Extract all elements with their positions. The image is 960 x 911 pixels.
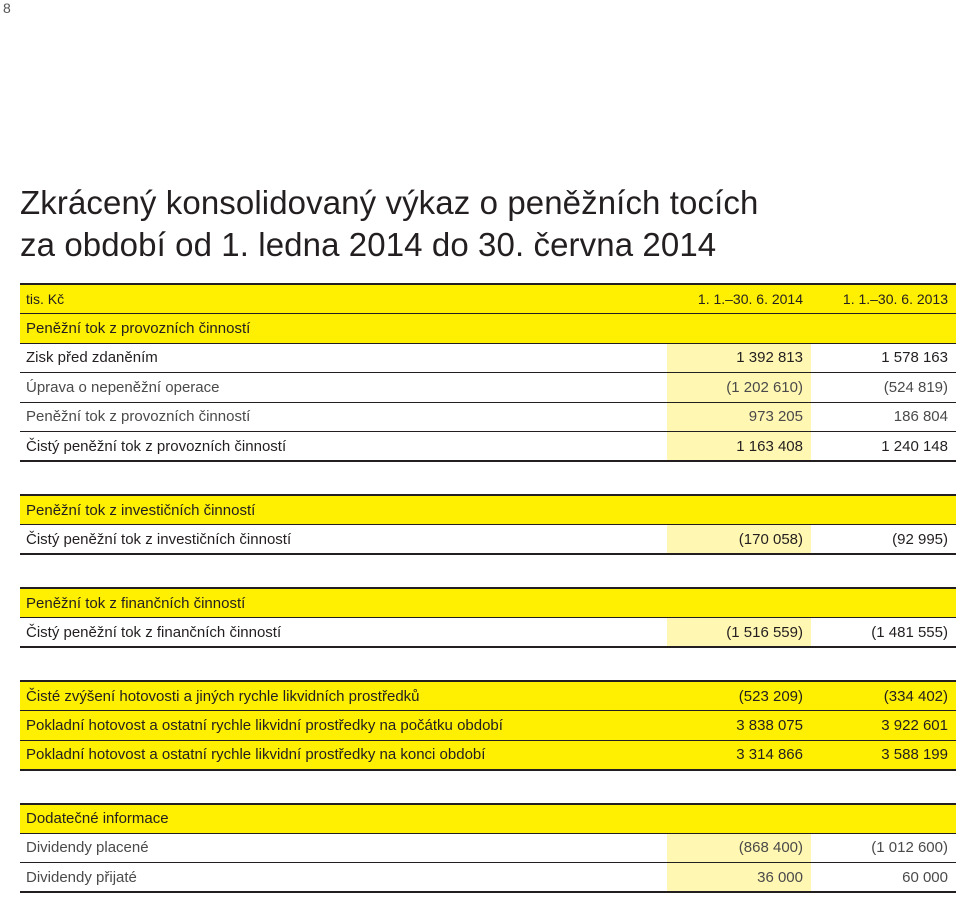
section-heading-row <box>20 588 956 618</box>
section-heading-row <box>20 804 956 834</box>
value-2013: (92 995) <box>811 525 956 555</box>
value-2013: 3 588 199 <box>811 740 956 770</box>
value-2014: (1 202 610) <box>667 373 811 403</box>
section-heading-row <box>20 314 956 344</box>
value-2014: 1 392 813 <box>667 343 811 373</box>
value-2013: (524 819) <box>811 373 956 403</box>
period-2014-header: 1. 1.–30. 6. 2014 <box>667 284 811 314</box>
value-2013: 186 804 <box>811 402 956 432</box>
financing-heading: Peněžní tok z finančních činností <box>20 588 667 618</box>
section-heading-row <box>20 495 956 525</box>
value-2014: (523 209) <box>667 681 811 711</box>
row-label: Zisk před zdaněním <box>20 343 667 373</box>
table-row <box>20 681 956 711</box>
row-label: Dividendy placené <box>20 833 667 863</box>
table-row <box>20 740 956 770</box>
page-title <box>20 182 758 266</box>
table-row <box>20 711 956 741</box>
additional-heading: Dodatečné informace <box>20 804 667 834</box>
row-label: Úprava o nepeněžní operace <box>20 373 667 403</box>
table-row <box>20 833 956 863</box>
period-2013-header: 1. 1.–30. 6. 2013 <box>811 284 956 314</box>
investing-heading: Peněžní tok z investičních činností <box>20 495 667 525</box>
row-label: Pokladní hotovost a ostatní rychle likvidní prostředky na konci období <box>20 740 667 770</box>
value-2013: (334 402) <box>811 681 956 711</box>
operating-heading: Peněžní tok z provozních činností <box>20 314 667 344</box>
table-row <box>20 402 956 432</box>
title-line-1: Zkrácený konsolidovaný výkaz o peněžních tocích <box>20 184 759 221</box>
total-row <box>20 525 956 555</box>
row-label: Dividendy přijaté <box>20 863 667 893</box>
value-2014: 973 205 <box>667 402 811 432</box>
table-row <box>20 343 956 373</box>
row-label: Pokladní hotovost a ostatní rychle likvidní prostředky na počátku období <box>20 711 667 741</box>
value-2013: 60 000 <box>811 863 956 893</box>
total-row <box>20 432 956 462</box>
value-2014: 1 163 408 <box>667 432 811 462</box>
value-2013: 3 922 601 <box>811 711 956 741</box>
cash-flow-table <box>20 283 956 893</box>
total-row <box>20 618 956 648</box>
table-row <box>20 373 956 403</box>
row-label: Čisté zvýšení hotovosti a jiných rychle likvidních prostředků <box>20 681 667 711</box>
table-header-row <box>20 284 956 314</box>
value-2013: 1 240 148 <box>811 432 956 462</box>
value-2013: (1 481 555) <box>811 618 956 648</box>
row-label: Peněžní tok z provozních činností <box>20 402 667 432</box>
page-number: 8 <box>3 0 11 16</box>
value-2014: (868 400) <box>667 833 811 863</box>
value-2014: 3 838 075 <box>667 711 811 741</box>
unit-label: tis. Kč <box>20 284 667 314</box>
value-2013: (1 012 600) <box>811 833 956 863</box>
row-label: Čistý peněžní tok z finančních činností <box>20 618 667 648</box>
title-line-2: za období od 1. ledna 2014 do 30. června 2014 <box>20 226 717 263</box>
value-2014: 3 314 866 <box>667 740 811 770</box>
row-label: Čistý peněžní tok z investičních činností <box>20 525 667 555</box>
table-row <box>20 863 956 893</box>
value-2014: (170 058) <box>667 525 811 555</box>
value-2014: 36 000 <box>667 863 811 893</box>
value-2014: (1 516 559) <box>667 618 811 648</box>
value-2013: 1 578 163 <box>811 343 956 373</box>
row-label: Čistý peněžní tok z provozních činností <box>20 432 667 462</box>
